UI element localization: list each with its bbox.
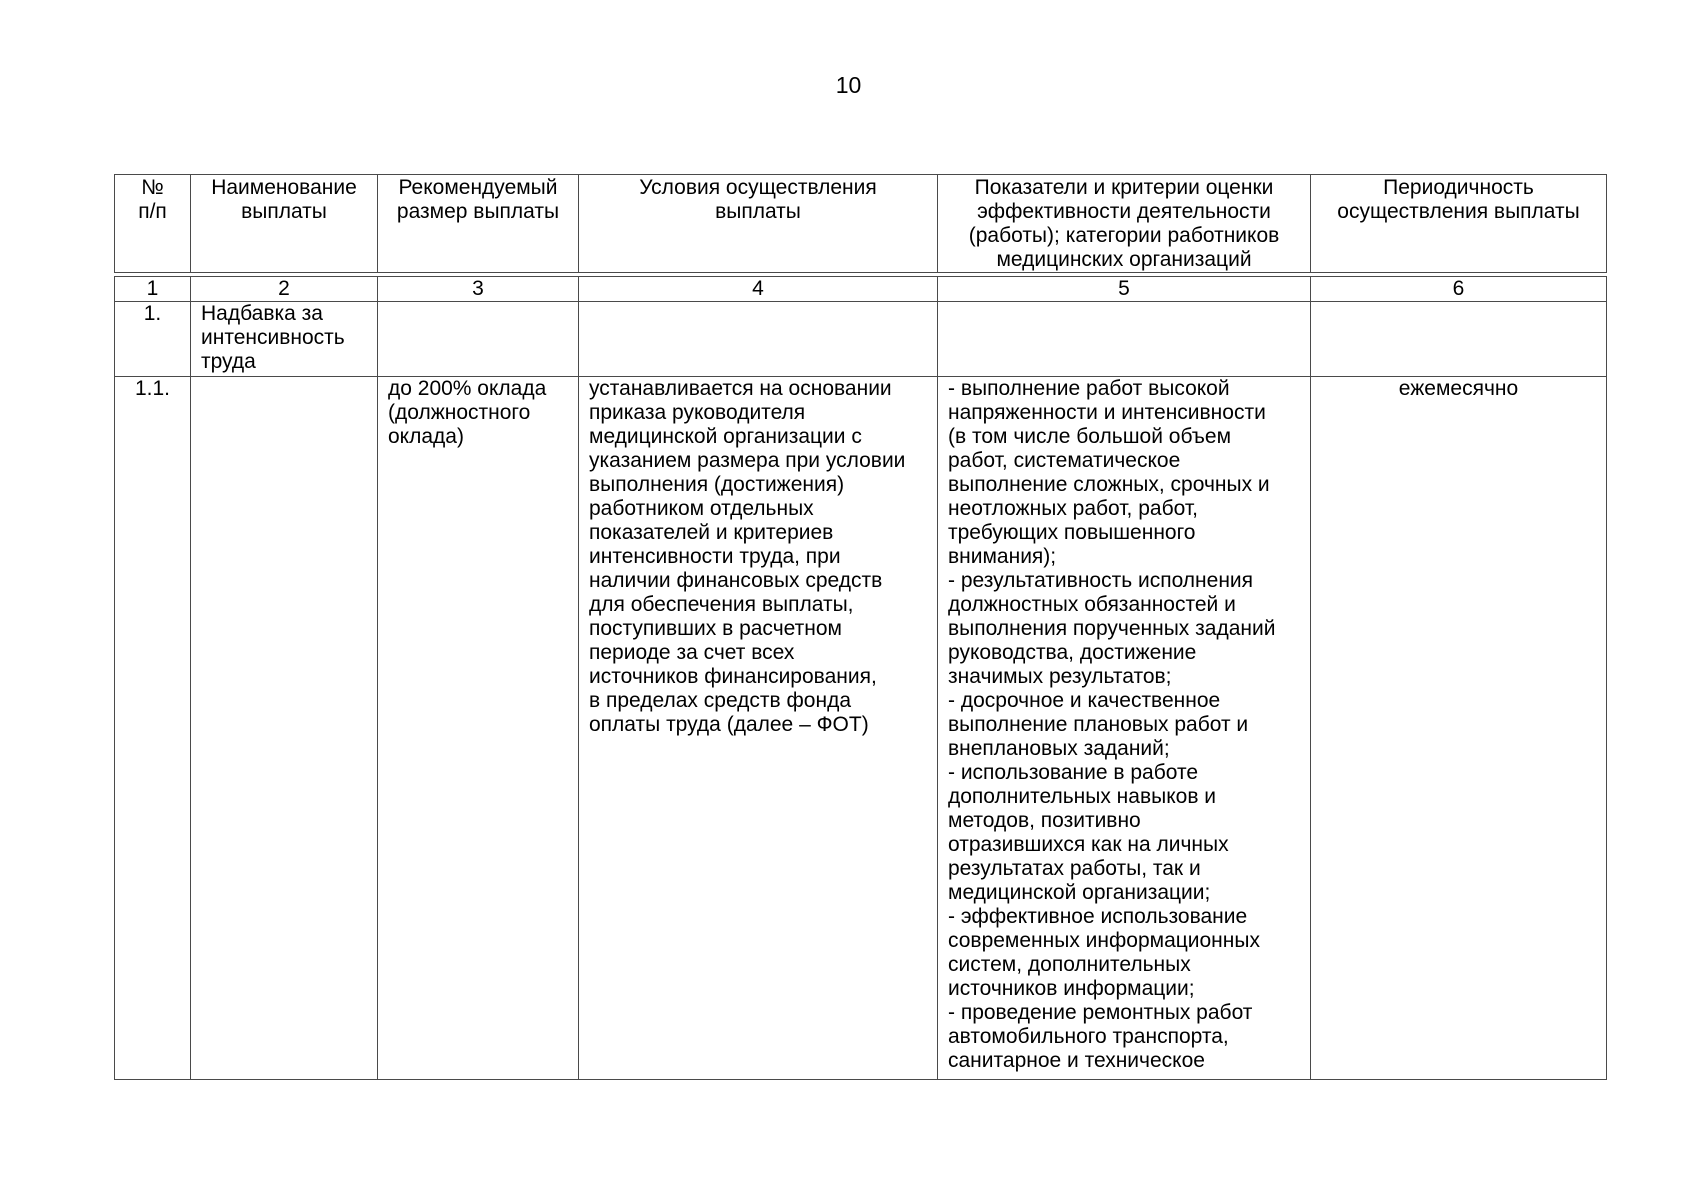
column-number-cell: 1 — [115, 277, 191, 302]
header-row — [115, 175, 1607, 273]
column-number-row — [115, 277, 1607, 302]
item-criteria: - выполнение работ высокой напряженности и интенсивности (в том числе большой объем работ, систематическое выполнение сложных, срочных и неотложных работ, работ, требующих повышенного внимания); - результативность исполнения должностных обязанностей и выполнения порученных заданий руководства, достижение значимых результатов; - досрочное и качественное выполнение плановых работ и внеплановых заданий; - использование в работе дополнительных навыков и методов, позитивно отразившихся как на личных результатах работы, так и медицинской организации; - эффективное использование современных информационных систем, дополнительных источников информации; - проведение ремонтных работ автомобильного транспорта, санитарное и техническое — [938, 377, 1311, 1080]
empty-cell — [1311, 302, 1607, 377]
item-number: 1.1. — [115, 377, 191, 1080]
column-number-cell: 2 — [191, 277, 378, 302]
header-cell-number: № п/п — [115, 175, 191, 273]
section-row — [115, 302, 1607, 377]
section-name: Надбавка за интенсивность труда — [191, 302, 378, 377]
item-conditions: устанавливается на основании приказа руководителя медицинской организации с указанием размера при условии выполнения (достижения) работником отдельных показателей и критериев интенсивности труда, при наличии финансовых средств для обеспечения выплаты, поступивших в расчетном периоде за счет всех источников финансирования, в пределах средств фонда оплаты труда (далее – ФОТ) — [579, 377, 938, 1080]
column-number-cell: 5 — [938, 277, 1311, 302]
table-body — [114, 276, 1607, 1080]
column-number-cell: 4 — [579, 277, 938, 302]
section-number: 1. — [115, 302, 191, 377]
header-cell-size: Рекомендуемый размер выплаты — [378, 175, 579, 273]
empty-cell — [938, 302, 1311, 377]
page-number: 10 — [835, 72, 862, 98]
item-row — [115, 377, 1607, 1080]
column-number-cell: 6 — [1311, 277, 1607, 302]
header-cell-criteria: Показатели и критерии оценки эффективности деятельности (работы); категории работников медицинских организаций — [938, 175, 1311, 273]
empty-cell — [579, 302, 938, 377]
item-name — [191, 377, 378, 1080]
header-cell-periodicity: Периодичность осуществления выплаты — [1311, 175, 1607, 273]
header-cell-name: Наименование выплаты — [191, 175, 378, 273]
empty-cell — [378, 302, 579, 377]
item-size: до 200% оклада (должностного оклада) — [378, 377, 579, 1080]
item-periodicity: ежемесячно — [1311, 377, 1607, 1080]
header-cell-conditions: Условия осуществления выплаты — [579, 175, 938, 273]
column-number-cell: 3 — [378, 277, 579, 302]
table-header — [114, 174, 1607, 273]
